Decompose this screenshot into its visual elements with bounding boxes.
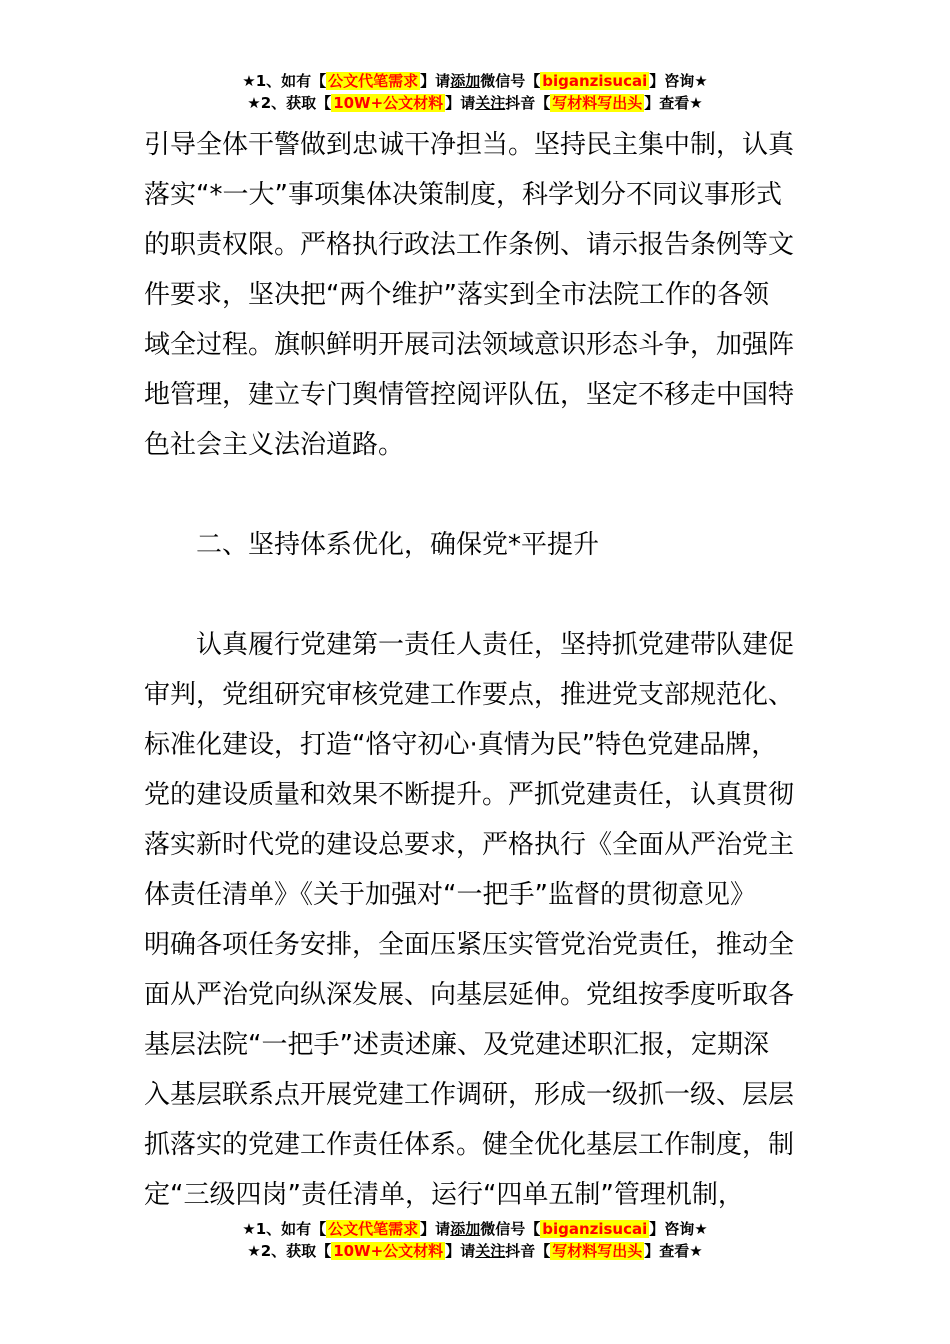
- paragraph-2: [144, 620, 808, 1220]
- promo-highlight: 写材料写出头: [552, 94, 643, 112]
- text-line: 件要求，坚决把“两个维护”落实到全市法院工作的各领: [144, 280, 769, 310]
- promo-text: ★1、如有【: [242, 72, 327, 90]
- promo-line-2: [0, 1240, 950, 1262]
- text-line: 地管理，建立专门舆情管控阅评队伍，坚定不移走中国特: [144, 380, 795, 410]
- text-line: 明确各项任务安排，全面压紧压实管党治党责任，推动全: [144, 930, 795, 960]
- section-heading: 二、坚持体系优化，确保党*平提升: [196, 530, 600, 560]
- promo-text: 】请: [445, 1242, 476, 1260]
- promo-text: 】请: [445, 94, 476, 112]
- promo-underlined: 添加: [450, 72, 481, 90]
- text-line: 体责任清单》《关于加强对“一把手”监督的贯彻意见》: [144, 880, 756, 910]
- promo-underlined: 添加: [450, 1220, 481, 1238]
- paragraph-1: [144, 120, 808, 470]
- promo-text: 】咨询★: [649, 72, 708, 90]
- promo-highlight: 10W+公文材料: [333, 94, 444, 112]
- promo-banner-top: [0, 70, 950, 114]
- promo-text: 微信号【: [480, 72, 541, 90]
- text-line: 认真履行党建第一责任人责任，坚持抓党建带队建促: [196, 630, 795, 660]
- promo-text: 】咨询★: [649, 1220, 708, 1238]
- promo-underlined: 关注: [475, 1242, 506, 1260]
- paragraph-gap: [144, 570, 808, 620]
- text-line: 审判，党组研究审核党建工作要点，推进党支部规范化、: [144, 680, 795, 710]
- paragraph-gap: [144, 470, 808, 520]
- text-line: 落实“*一大”事项集体决策制度，科学划分不同议事形式: [144, 180, 782, 210]
- promo-highlight: 10W+公文材料: [333, 1242, 444, 1260]
- promo-text: 】请: [420, 1220, 451, 1238]
- document-body: [144, 120, 808, 1220]
- promo-text: 】查看★: [644, 1242, 703, 1260]
- promo-text: ★2、获取【: [247, 1242, 332, 1260]
- promo-highlight: biganzisucai: [542, 72, 648, 90]
- promo-text: 】请: [420, 72, 451, 90]
- text-line: 域全过程。旗帜鲜明开展司法领域意识形态斗争，加强阵: [144, 330, 795, 360]
- text-line: 落实新时代党的建设总要求，严格执行《全面从严治党主: [144, 830, 795, 860]
- promo-text: 微信号【: [480, 1220, 541, 1238]
- promo-underlined: 关注: [475, 94, 506, 112]
- promo-line-2: [0, 92, 950, 114]
- text-line: 引导全体干警做到忠诚干净担当。坚持民主集中制，认真: [144, 130, 795, 160]
- promo-highlight: 写材料写出头: [552, 1242, 643, 1260]
- text-line: 党的建设质量和效果不断提升。严抓党建责任，认真贯彻: [144, 780, 795, 810]
- promo-text: ★2、获取【: [247, 94, 332, 112]
- promo-highlight: 公文代笔需求: [328, 1220, 419, 1238]
- promo-highlight: 公文代笔需求: [328, 72, 419, 90]
- text-line: 抓落实的党建工作责任体系。健全优化基层工作制度，制: [144, 1130, 795, 1160]
- text-line: 色社会主义法治道路。: [144, 430, 405, 460]
- text-line: 定“三级四岗”责任清单，运行“四单五制”管理机制，: [144, 1180, 744, 1210]
- promo-text: 】查看★: [644, 94, 703, 112]
- promo-banner-bottom: [0, 1218, 950, 1262]
- text-line: 入基层联系点开展党建工作调研，形成一级抓一级、层层: [144, 1080, 795, 1110]
- text-line: 标准化建设，打造“恪守初心·真情为民”特色党建品牌，: [144, 730, 778, 760]
- text-line: 的职责权限。严格执行政法工作条例、请示报告条例等文: [144, 230, 795, 260]
- promo-text: 抖音【: [505, 1242, 551, 1260]
- promo-text: 抖音【: [505, 94, 551, 112]
- text-line: 面从严治党向纵深发展、向基层延伸。党组按季度听取各: [144, 980, 795, 1010]
- promo-line-1: [0, 1218, 950, 1240]
- promo-text: ★1、如有【: [242, 1220, 327, 1238]
- promo-highlight: biganzisucai: [542, 1220, 648, 1238]
- promo-line-1: [0, 70, 950, 92]
- text-line: 基层法院“一把手”述责述廉、及党建述职汇报，定期深: [144, 1030, 769, 1060]
